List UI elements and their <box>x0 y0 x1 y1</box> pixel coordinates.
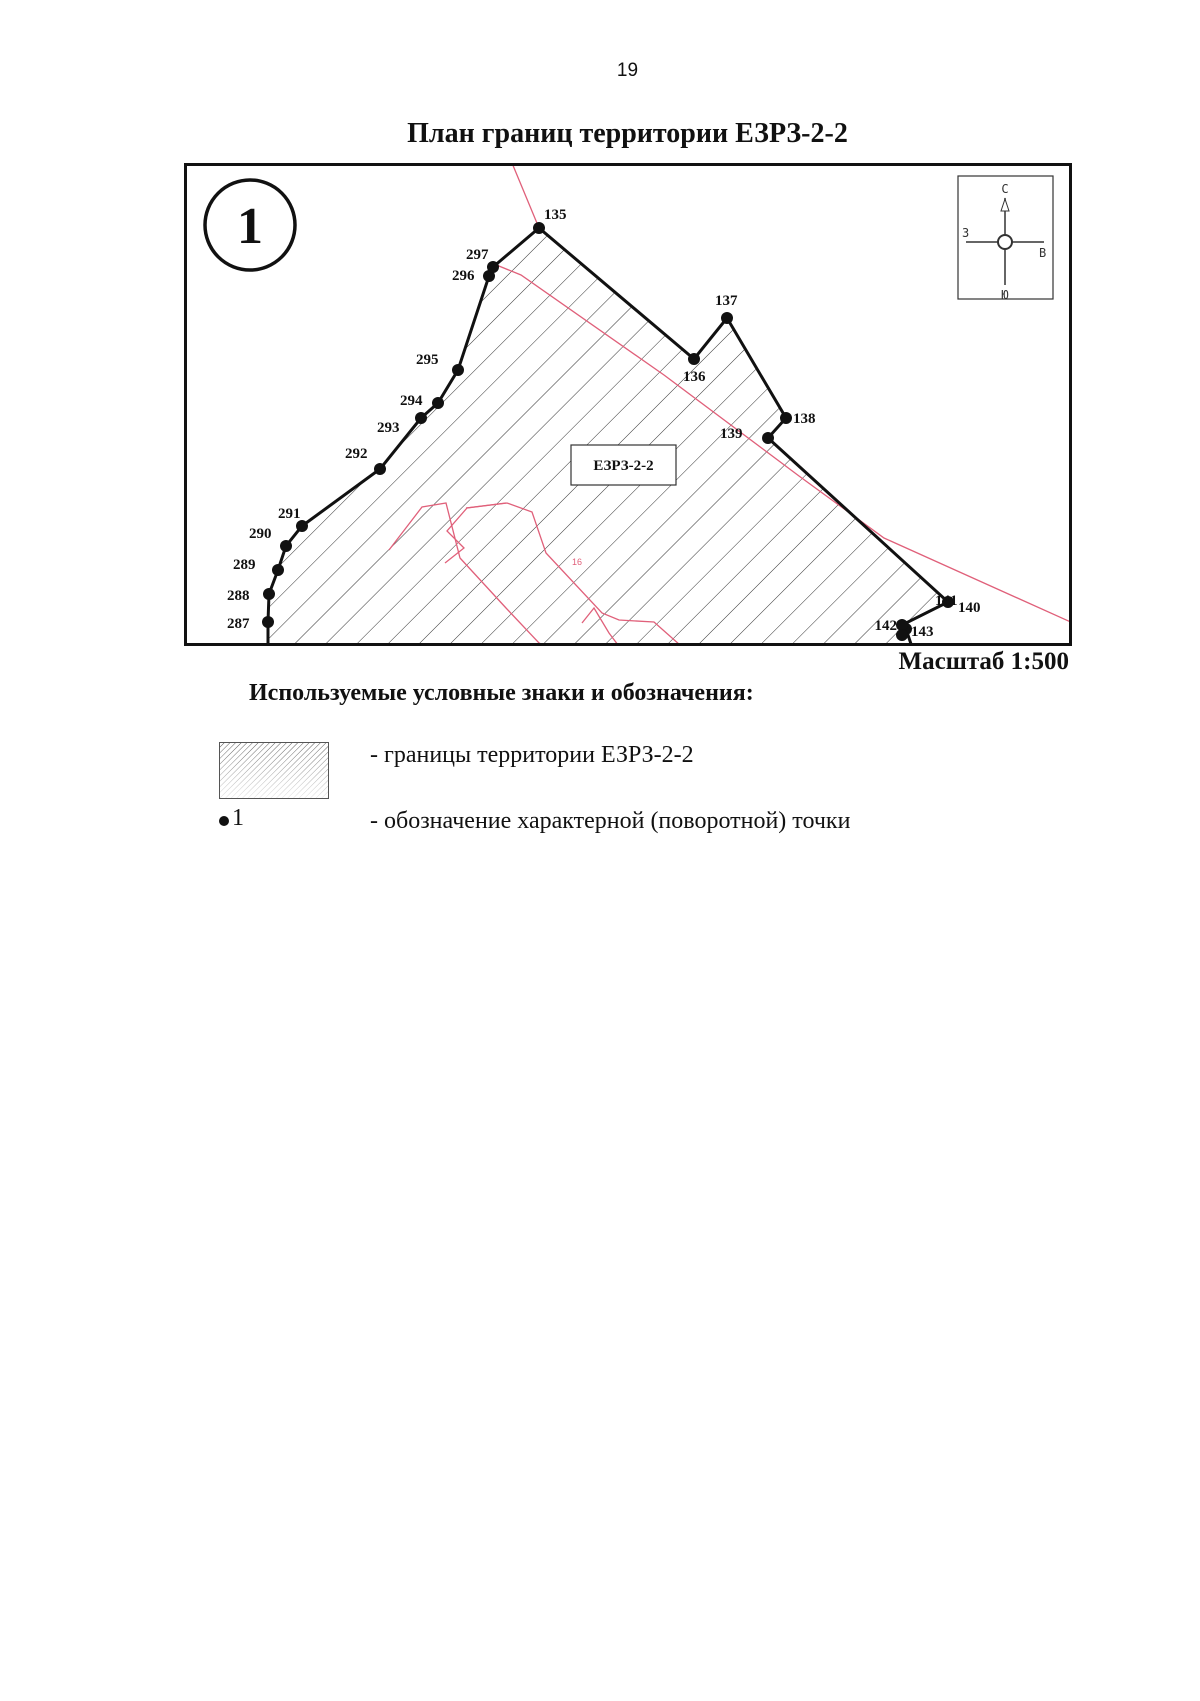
legend-item-point: - обозначение характерной (поворотной) точки <box>370 808 851 834</box>
cadastral-faint-label: 16 <box>572 557 583 567</box>
legend-item-boundary: - границы территории ЕЗРЗ-2-2 <box>370 742 694 768</box>
plan-title: План границ территории ЕЗРЗ-2-2 <box>407 118 848 149</box>
point-293 <box>415 412 427 424</box>
territory-hatch-area <box>268 228 948 646</box>
label-138: 138 <box>793 411 816 427</box>
sheet-number-marker <box>205 180 295 270</box>
point-287 <box>262 616 274 628</box>
point-292 <box>374 463 386 475</box>
compass-south: Ю <box>1001 288 1009 302</box>
label-289: 289 <box>233 557 256 573</box>
boundary-map <box>184 163 1072 646</box>
zone-label-box <box>571 445 676 485</box>
point-289 <box>272 564 284 576</box>
point-294 <box>432 397 444 409</box>
point-288 <box>263 588 275 600</box>
label-141: 141 <box>935 593 958 609</box>
point-135 <box>533 222 545 234</box>
point-143 <box>896 629 908 641</box>
label-294: 294 <box>400 393 423 409</box>
point-139 <box>762 432 774 444</box>
point-290 <box>280 540 292 552</box>
legend-point-number: 1 <box>232 805 244 831</box>
label-140: 140 <box>958 600 981 616</box>
sheet-number: 1 <box>237 198 263 255</box>
label-135: 135 <box>544 207 567 223</box>
compass-west: З <box>962 226 970 240</box>
label-139: 139 <box>720 426 743 442</box>
point-295 <box>452 364 464 376</box>
page-number: 19 <box>616 60 639 81</box>
label-143: 143 <box>911 624 934 640</box>
legend-point-symbol <box>219 805 244 832</box>
point-138 <box>780 412 792 424</box>
legend-title: Используемые условные знаки и обозначения: <box>249 680 754 706</box>
label-291: 291 <box>278 506 301 522</box>
legend-hatch-swatch <box>219 742 329 799</box>
point-297 <box>487 261 499 273</box>
label-295: 295 <box>416 352 439 368</box>
label-137: 137 <box>715 293 738 309</box>
compass-rose <box>958 176 1053 302</box>
label-292: 292 <box>345 446 368 462</box>
label-293: 293 <box>377 420 400 436</box>
label-136: 136 <box>683 369 706 385</box>
point-dot-icon <box>219 816 229 826</box>
label-142: 142 <box>874 618 897 634</box>
label-287: 287 <box>227 616 250 632</box>
compass-north: С <box>1001 182 1009 196</box>
compass-east: В <box>1039 246 1047 260</box>
label-296: 296 <box>452 268 475 284</box>
scale-label: Масштаб 1:500 <box>898 648 1069 675</box>
label-297: 297 <box>466 247 489 263</box>
point-136 <box>688 353 700 365</box>
label-288: 288 <box>227 588 250 604</box>
zone-label: ЕЗРЗ-2-2 <box>593 458 654 474</box>
label-290: 290 <box>249 526 272 542</box>
point-137 <box>721 312 733 324</box>
